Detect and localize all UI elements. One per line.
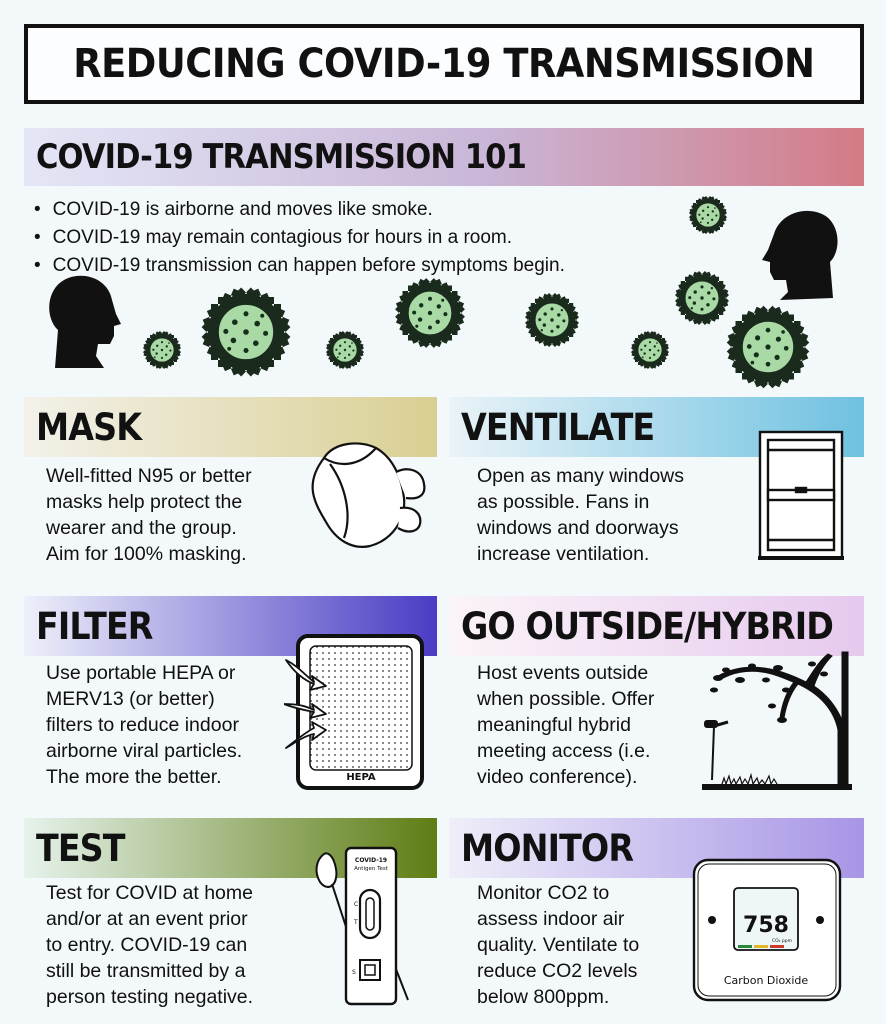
text-line: MERV13 (or better)	[46, 688, 215, 710]
outside-heading: GO OUTSIDE/HYBRID	[461, 604, 833, 648]
text-line: airborne viral particles.	[46, 740, 243, 762]
text-line: Test for COVID at home	[46, 882, 253, 904]
monitor-device-label: Carbon Dioxide	[723, 974, 809, 987]
text-line: person testing negative.	[46, 986, 254, 1008]
virus-icon	[531, 299, 574, 342]
kit-s-label: S	[352, 969, 356, 976]
tree-icon	[702, 650, 852, 790]
kit-c-label: C	[354, 901, 359, 908]
text-line: Open as many windows	[477, 465, 685, 487]
page-title: REDUCING COVID-19 TRANSMISSION	[73, 41, 815, 87]
virus-icon	[403, 286, 458, 341]
virus-icon	[211, 297, 281, 367]
bullet-item: • COVID-19 is airborne and moves like smoke.	[34, 196, 565, 224]
virus-icon	[736, 315, 801, 380]
bullet-item: • COVID-19 may remain contagious for hours in a room.	[34, 224, 565, 252]
kit-title: COVID-19	[354, 857, 388, 864]
text-line: to entry. COVID-19 can	[46, 934, 248, 956]
text-line: assess indoor air	[477, 908, 625, 930]
monitor-text	[477, 880, 639, 1010]
virus-icon	[681, 277, 724, 320]
text-line: Host events outside	[477, 662, 649, 684]
test-text	[46, 880, 253, 1010]
person-head-icon	[49, 276, 121, 368]
intro-bullets	[34, 196, 565, 280]
filter-text	[46, 660, 242, 790]
co2-unit: CO₂ ppm	[771, 939, 793, 944]
title-box	[24, 24, 864, 104]
virus-icon	[635, 335, 665, 365]
filter-heading: FILTER	[36, 604, 153, 648]
person-head-icon	[762, 211, 838, 300]
text-line: windows and doorways	[477, 517, 679, 539]
text-line: wearer and the group.	[46, 517, 237, 539]
mask-text	[46, 463, 252, 567]
text-line: and/or at an event prior	[46, 908, 248, 930]
text-line: quality. Ventilate to	[477, 934, 640, 956]
antigen-test-icon	[310, 844, 420, 1009]
test-heading: TEST	[36, 826, 125, 870]
text-line: video conference).	[477, 766, 638, 788]
virus-icon	[693, 200, 723, 230]
virus-icon	[147, 335, 177, 365]
hepa-label: HEPA	[346, 772, 376, 783]
kit-subtitle: Antigen Test	[354, 866, 388, 872]
text-line: still be transmitted by a	[46, 960, 246, 982]
text-line: increase ventilation.	[477, 543, 650, 565]
text-line: filters to reduce indoor	[46, 714, 239, 736]
hepa-filter-icon	[284, 632, 424, 792]
intro-band	[24, 128, 864, 186]
window-icon	[756, 428, 846, 563]
text-line: Aim for 100% masking.	[46, 543, 247, 565]
text-line: meaningful hybrid	[477, 714, 631, 736]
ventilate-heading: VENTILATE	[461, 405, 655, 449]
co2-monitor-icon	[690, 856, 845, 1006]
monitor-heading: MONITOR	[461, 826, 634, 870]
kit-t-label: T	[354, 919, 358, 926]
mask-heading: MASK	[36, 405, 142, 449]
text-line: masks help protect the	[46, 491, 243, 513]
text-line: as possible. Fans in	[477, 491, 650, 513]
ventilate-text	[477, 463, 684, 567]
text-line: meeting access (i.e.	[477, 740, 651, 762]
text-line: when possible. Offer	[477, 688, 655, 710]
n95-mask-icon	[296, 436, 436, 556]
text-line: Use portable HEPA or	[46, 662, 236, 684]
virus-icon	[330, 335, 360, 365]
text-line: The more the better.	[46, 766, 222, 788]
text-line: below 800ppm.	[477, 986, 610, 1008]
text-line: Monitor CO2 to	[477, 882, 610, 904]
outside-band	[449, 596, 864, 656]
intro-heading: COVID-19 TRANSMISSION 101	[36, 137, 526, 177]
co2-reading: 758	[743, 913, 789, 938]
bullet-item: • COVID-19 transmission can happen before symptoms begin.	[34, 252, 565, 280]
microphone-icon	[704, 720, 728, 780]
text-line: Well-fitted N95 or better	[46, 465, 252, 487]
outside-text	[477, 660, 654, 790]
text-line: reduce CO2 levels	[477, 960, 638, 982]
